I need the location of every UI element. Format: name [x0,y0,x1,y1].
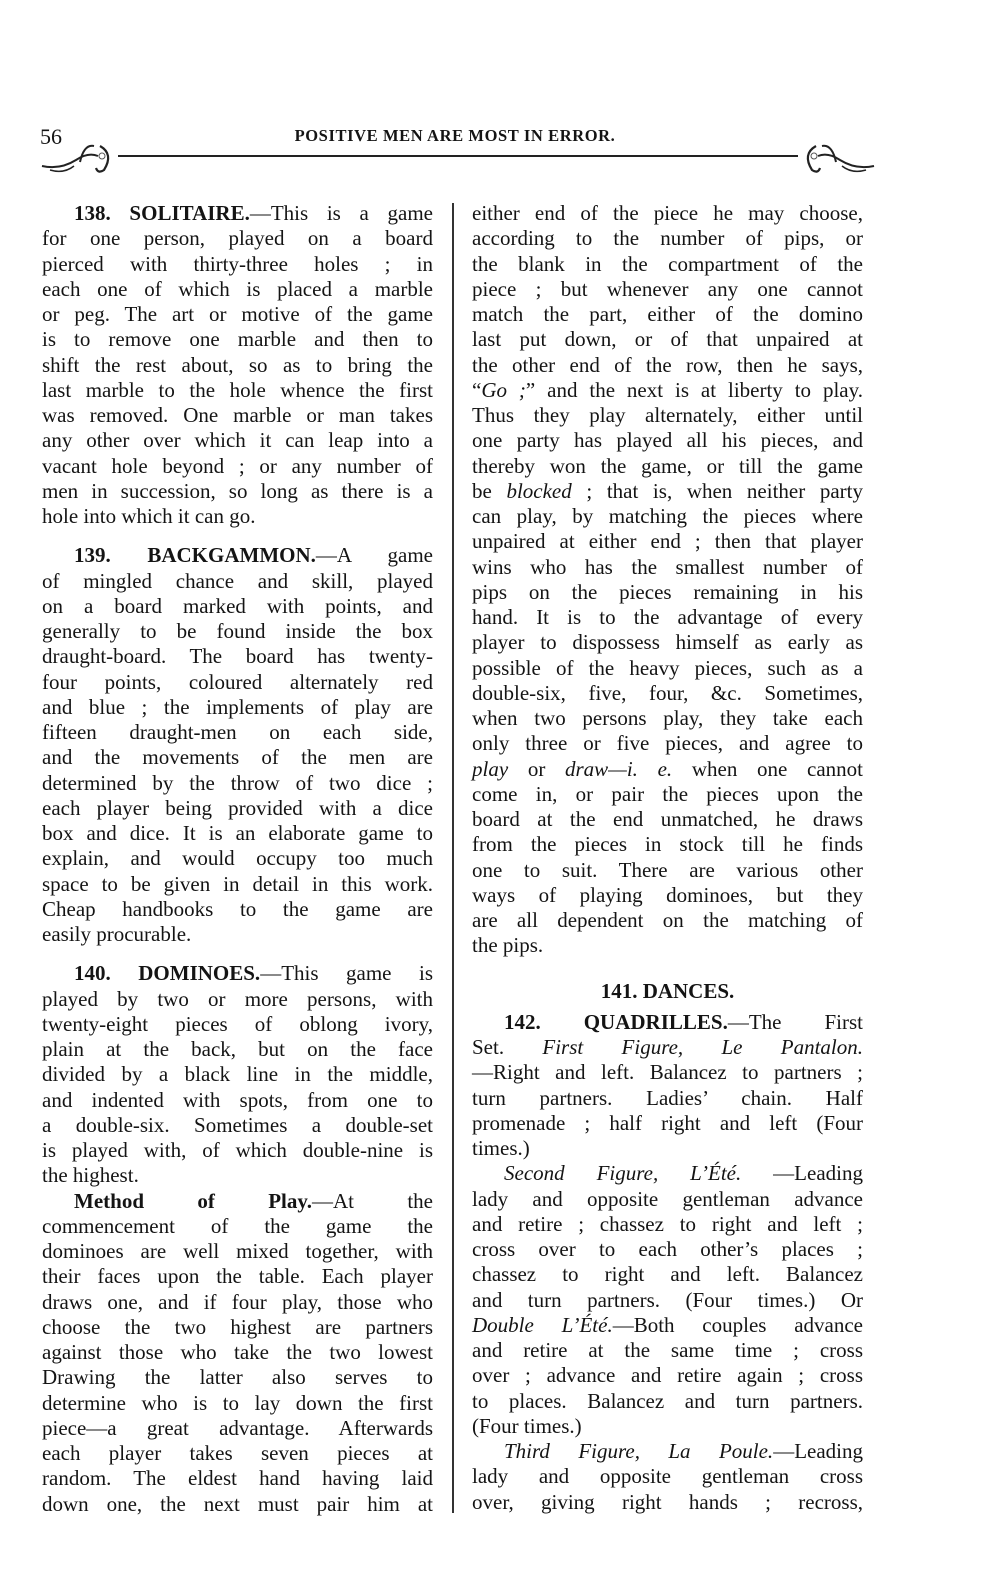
bold-text: 141. DANCES. [600,978,735,1003]
text: on a board marked with points, and [42,593,433,618]
text-line [42,277,433,302]
text-line [42,644,433,669]
text-line [472,832,863,857]
text-line [42,1492,433,1517]
text: piece—a great advantage. Afterwards [42,1415,433,1440]
text: —Right and left. Balancez to partners ; [472,1060,863,1085]
text-line [472,252,863,277]
text: Set. [472,1035,543,1059]
text: turn partners. Ladies’ chain. Half [472,1085,863,1110]
text-line [472,1262,863,1287]
bold-text: 138. SOLITAIRE. [74,201,250,225]
text: promenade ; half right and left (Four [472,1110,863,1135]
text: times.) [472,1136,530,1160]
text: double-six, five, four, &c. Sometimes, [472,680,863,705]
text-line [42,1441,433,1466]
text-line [42,378,433,403]
paragraph [472,1161,863,1439]
text-line [42,1163,433,1188]
text-line [472,479,863,504]
text-line [472,1389,863,1414]
text-line [472,1111,863,1136]
text-line [472,454,863,479]
text-line [42,1264,433,1289]
text: of mingled chance and skill, played [42,568,433,593]
text-line [42,569,433,594]
text-line [472,1086,863,1111]
text: random. The eldest hand having laid [42,1466,433,1491]
section-heading [472,979,863,1004]
bold-text: 142. QUADRILLES. [504,1009,728,1034]
left-flourish-ornament-icon [40,140,120,174]
italic-text: First Figure, [542,1035,684,1059]
text: dominoes are well mixed together, with [42,1239,433,1263]
text-line [472,1338,863,1363]
text-line [42,796,433,821]
text: only three or five pieces, and agree to [472,731,863,756]
text-line [472,1010,863,1035]
text: —Both couples advance [612,1312,863,1337]
text: plain at the back, but on the face [42,1037,433,1061]
text: “ [472,377,482,402]
text-line [472,201,863,226]
text: come in, or pair the pieces upon the [472,781,863,806]
text-line [42,745,433,770]
text: cross over to each other’s places ; [472,1237,863,1261]
italic-text: draw—i. e. [565,756,673,781]
text: unpaired at either end ; then that player [472,529,863,554]
text-line [42,1012,433,1037]
text: lady and opposite gentleman cross [472,1464,863,1489]
text: draught-board. The board has twenty- [42,644,433,669]
text: determine who is to lay down the first [42,1390,433,1415]
text: or peg. The art or motive of the game [42,302,433,326]
text-line [472,1187,863,1212]
text-line [472,979,863,1004]
page-number: 56 [40,124,62,149]
text: last marble to the hole whence the first [42,377,433,402]
text-line [42,922,433,947]
text: pierced with thirty-three holes ; in [42,251,433,276]
text-line [472,1439,863,1464]
running-title: POSITIVE MEN ARE MOST IN ERROR. [294,126,616,145]
text: each player being provided with a dice [42,795,433,820]
text-line [472,1237,863,1262]
text-line [42,479,433,504]
text: their faces upon the table. Each player [42,1264,433,1289]
text-line [42,302,433,327]
text: and retire at the same time ; cross [472,1338,863,1362]
text-line [472,807,863,832]
text-line [42,543,433,568]
text: ” and the next is at liberty to play. [525,377,863,402]
text-line [472,1464,863,1489]
text-line [472,1035,863,1060]
bold-text: 140. DOMINOES. [74,961,261,986]
paragraph [472,1010,863,1162]
italic-text: Third Figure, La Poule. [504,1439,774,1463]
text: —A game [315,543,433,568]
text-line [42,1315,433,1340]
text: is to remove one marble and then to [42,327,433,352]
text: twenty-eight pieces of oblong ivory, [42,1011,433,1036]
text-line [472,858,863,883]
text: shift the rest about, so as to bring the [42,352,433,377]
text: any other over which it can leap into a [42,428,433,453]
paragraph [472,1439,863,1515]
text-line [42,428,433,453]
text-line [472,1490,863,1515]
text: explain, and would occupy too much [42,846,433,871]
text-line [42,1365,433,1390]
text-line [42,504,433,529]
text-line [472,933,863,958]
text: played by two or more persons, with [42,986,433,1011]
text-line [472,706,863,731]
text: —At the [311,1188,434,1213]
text-line [472,1161,863,1186]
text: ; that is, when neither party [571,478,863,503]
right-column [472,201,863,1515]
text-line [42,327,433,352]
text-line [42,201,433,226]
text-line [42,1239,433,1264]
text: hand. It is to the advantage of every [472,605,863,629]
text: —Leading [741,1161,863,1186]
text: a double-six. Sometimes a double-set [42,1112,433,1137]
text-line [472,403,863,428]
text-line [42,1466,433,1491]
text: last put down, or of that unpaired at [472,327,863,352]
text-line [42,1138,433,1163]
text: board at the end unmatched, he draws [472,807,863,831]
text: either end of the piece he may choose, [472,201,863,225]
left-column [42,201,433,1517]
text: and turn partners. (Four times.) Or [472,1287,863,1312]
text: can play, by matching the pieces where [472,504,863,528]
text-line [472,277,863,302]
italic-text: Double L’Été. [472,1312,613,1337]
text: Drawing the latter also serves to [42,1365,433,1390]
text: and indented with spots, from one to [42,1087,433,1112]
text: thereby won the game, or till the game [472,453,863,478]
text: hole into which it can go. [42,504,256,528]
text: for one person, played on a board [42,226,433,251]
text-line [472,1060,863,1085]
text-line [42,670,433,695]
text: when one cannot [672,756,863,781]
text-line [42,353,433,378]
text: Thus they play alternately, either until [472,403,863,427]
text: the other end of the row, then he says, [472,352,863,377]
text: according to the number of pips, or [472,226,863,251]
paragraph [472,201,863,959]
text: (Four times.) [472,1413,582,1438]
text: are all dependent on the matching of [472,908,863,932]
text-line [42,594,433,619]
paragraph [42,961,433,1188]
text: ways of playing dominoes, but they [472,882,863,907]
text-line [472,226,863,251]
text-line [42,720,433,745]
paragraph [42,1189,433,1517]
text-line [42,961,433,986]
italic-text: Second Figure, L’Été. [504,1161,742,1186]
text-line [472,353,863,378]
italic-text: Le Pantalon. [721,1035,863,1059]
text: and the movements of the men are [42,745,433,770]
text-line [472,555,863,580]
text-line [42,1113,433,1138]
text-line [42,1416,433,1441]
text-line [42,872,433,897]
text: one to suit. There are various other [472,857,863,882]
text: each player takes seven pieces at [42,1441,433,1465]
text: and blue ; the implements of play are [42,694,433,719]
text: —Leading [773,1439,863,1463]
text: determined by the throw of two dice ; [42,770,433,795]
text-line [42,454,433,479]
text-line [472,1363,863,1388]
text-line [42,1340,433,1365]
text-line [472,1136,863,1161]
right-flourish-ornament-icon [796,140,876,174]
text-line [472,529,863,554]
text-line [472,883,863,908]
text-line [472,428,863,453]
text: when two persons play, they take each [472,706,863,730]
text-line [472,1288,863,1313]
text-line [472,580,863,605]
text: draws one, and if four play, those who [42,1289,433,1314]
text-line [42,695,433,720]
text-line [42,1088,433,1113]
text: commencement of the game the [42,1213,433,1238]
text-line [42,1214,433,1239]
text: the highest. [42,1163,139,1188]
text: is played with, of which double-nine is [42,1138,433,1162]
text: wins who has the smallest number of [472,554,863,579]
text: possible of the heavy pieces, such as a [472,655,863,680]
text-line [42,987,433,1012]
text: generally to be found inside the box [42,619,433,643]
italic-text: Go ; [481,377,526,402]
text: and retire ; chassez to right and left ; [472,1211,863,1236]
text: divided by a black line in the middle, [42,1062,433,1087]
text-line [42,619,433,644]
text-line [472,1414,863,1439]
text: the pips. [472,933,544,958]
text-line [472,731,863,756]
text-line [472,1313,863,1338]
text: player to dispossess himself as early as [472,630,863,655]
text [683,1035,721,1059]
text-line [42,1391,433,1416]
text: over ; advance and retire again ; cross [472,1363,863,1388]
text-line [472,630,863,655]
text: one party has played all his pieces, and [472,428,863,453]
text: down one, the next must pair him at [42,1491,433,1516]
paragraph [42,201,433,529]
text: men in succession, so long as there is a [42,478,433,503]
text: space to be given in detail in this work. [42,871,433,896]
text: match the part, either of the domino [472,302,863,326]
text: fifteen draught-men on each side, [42,720,433,744]
text: each one of which is placed a marble [42,276,433,301]
text-line [42,403,433,428]
text: box and dice. It is an elaborate game to [42,821,433,845]
text: Cheap handbooks to the game are [42,896,433,921]
text-line [42,1062,433,1087]
italic-text: blocked [506,478,572,503]
bold-text: Method of Play. [74,1188,312,1213]
text: vacant hole beyond ; or any number of [42,453,433,478]
column-divider [452,203,454,1513]
text-line [42,846,433,871]
text: easily procurable. [42,922,192,946]
text-line [42,1189,433,1214]
text-line [472,302,863,327]
text-line [42,252,433,277]
text: be [472,478,507,503]
paragraph [42,543,433,947]
text: —This game is [260,961,433,986]
header-rule [118,155,798,157]
text-line [472,378,863,403]
text: or [508,756,565,781]
text: piece ; but whenever any one cannot [472,276,863,301]
text-line [42,1037,433,1062]
text-line [42,1290,433,1315]
text-line [472,681,863,706]
text: to places. Balancez and turn partners. [472,1388,863,1413]
text-line [472,782,863,807]
text: four points, coloured alternately red [42,669,433,694]
bold-text: 139. BACKGAMMON. [74,543,316,568]
text: pips on the pieces remaining in his [472,579,863,604]
text: lady and opposite gentleman advance [472,1186,863,1211]
text: the blank in the compartment of the [472,251,863,276]
text-line [472,327,863,352]
text: against those who take the two lowest [42,1340,433,1364]
text-line [42,771,433,796]
text-line [472,605,863,630]
text-line [42,821,433,846]
text-line [472,504,863,529]
text: was removed. One marble or man takes [42,403,433,427]
text-line [472,1212,863,1237]
text: from the pieces in stock till he finds [472,832,863,857]
text-line [472,656,863,681]
text-line [472,757,863,782]
italic-text: play [472,756,509,781]
text-line [472,908,863,933]
text-line [42,226,433,251]
text: —This is a game [249,201,433,225]
text-line [42,897,433,922]
text: chassez to right and left. Balancez [472,1262,863,1287]
text: —The First [727,1009,863,1034]
text: choose the two highest are partners [42,1314,433,1339]
text: over, giving right hands ; recross, [472,1489,863,1514]
